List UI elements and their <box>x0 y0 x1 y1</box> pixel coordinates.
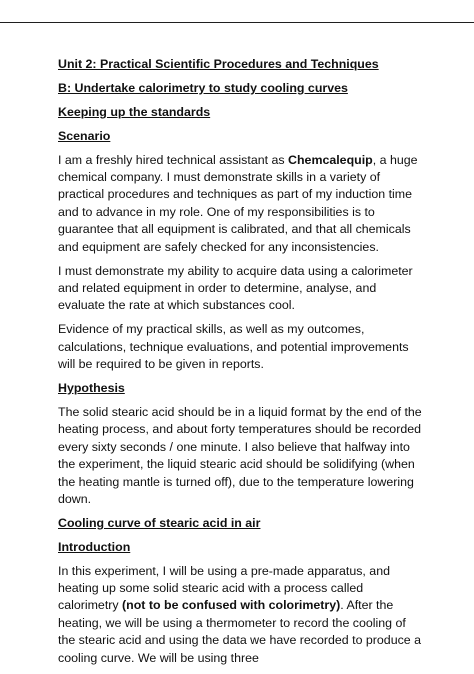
intro-pre: In this experiment, I will be using a pre-made apparatus, and heating up some solid stearic acid with a process called calorimetry <box>58 563 390 613</box>
scenario-heading: Scenario <box>58 128 111 143</box>
company-name: Chemcalequip <box>288 152 373 167</box>
introduction-paragraph <box>58 563 422 667</box>
hypothesis-paragraph: The solid stearic acid should be in a liquid format by the end of the heating process, and about forty temperatures should be recorded every sixty seconds / one minute. I also believe that halfway into the experiment, the liquid stearic acid should be solidifying (when the heating mantle is turned off), due to the temperature lowering down. <box>58 404 422 506</box>
introduction-heading: Introduction <box>58 539 131 554</box>
cooling-curve-heading: Cooling curve of stearic acid in air <box>58 515 261 530</box>
unit-heading: Unit 2: Practical Scientific Procedures and Techniques <box>58 57 379 71</box>
intro-post: . After the heating, we will be using a thermometer to record the cooling of the stearic acid and using the data we have recorded to produce a cooling curve. We will be using three <box>58 598 422 665</box>
section-b-heading: B: Undertake calorimetry to study cooling curves <box>58 80 348 95</box>
scenario-paragraph-3: Evidence of my practical skills, as well as my outcomes, calculations, technique evaluations, and potential improvements will be required to be given in reports. <box>58 322 409 372</box>
scenario-p1-post: , a huge chemical company. I must demonstrate skills in a variety of practical procedures and techniques as part of my induction time and to advance in my role. One of my responsibilities is to guarantee that all equipment is calibrated, and that all chemicals and equipment are safely checked for any inconsistencies. <box>58 152 418 254</box>
scenario-paragraph-1 <box>58 152 422 256</box>
hypothesis-heading: Hypothesis <box>58 381 125 395</box>
document-body <box>58 56 422 674</box>
intro-bold-note: (not to be confused with colorimetry) <box>122 598 341 613</box>
header-rule <box>0 22 474 23</box>
scenario-paragraph-2: I must demonstrate my ability to acquire data using a calorimeter and related equipment in order to determine, analyse, and evaluate the rate at which substances cool. <box>58 263 413 313</box>
keeping-standards-heading: Keeping up the standards <box>58 104 211 119</box>
scenario-p1-pre: I am a freshly hired technical assistant as <box>58 152 289 167</box>
